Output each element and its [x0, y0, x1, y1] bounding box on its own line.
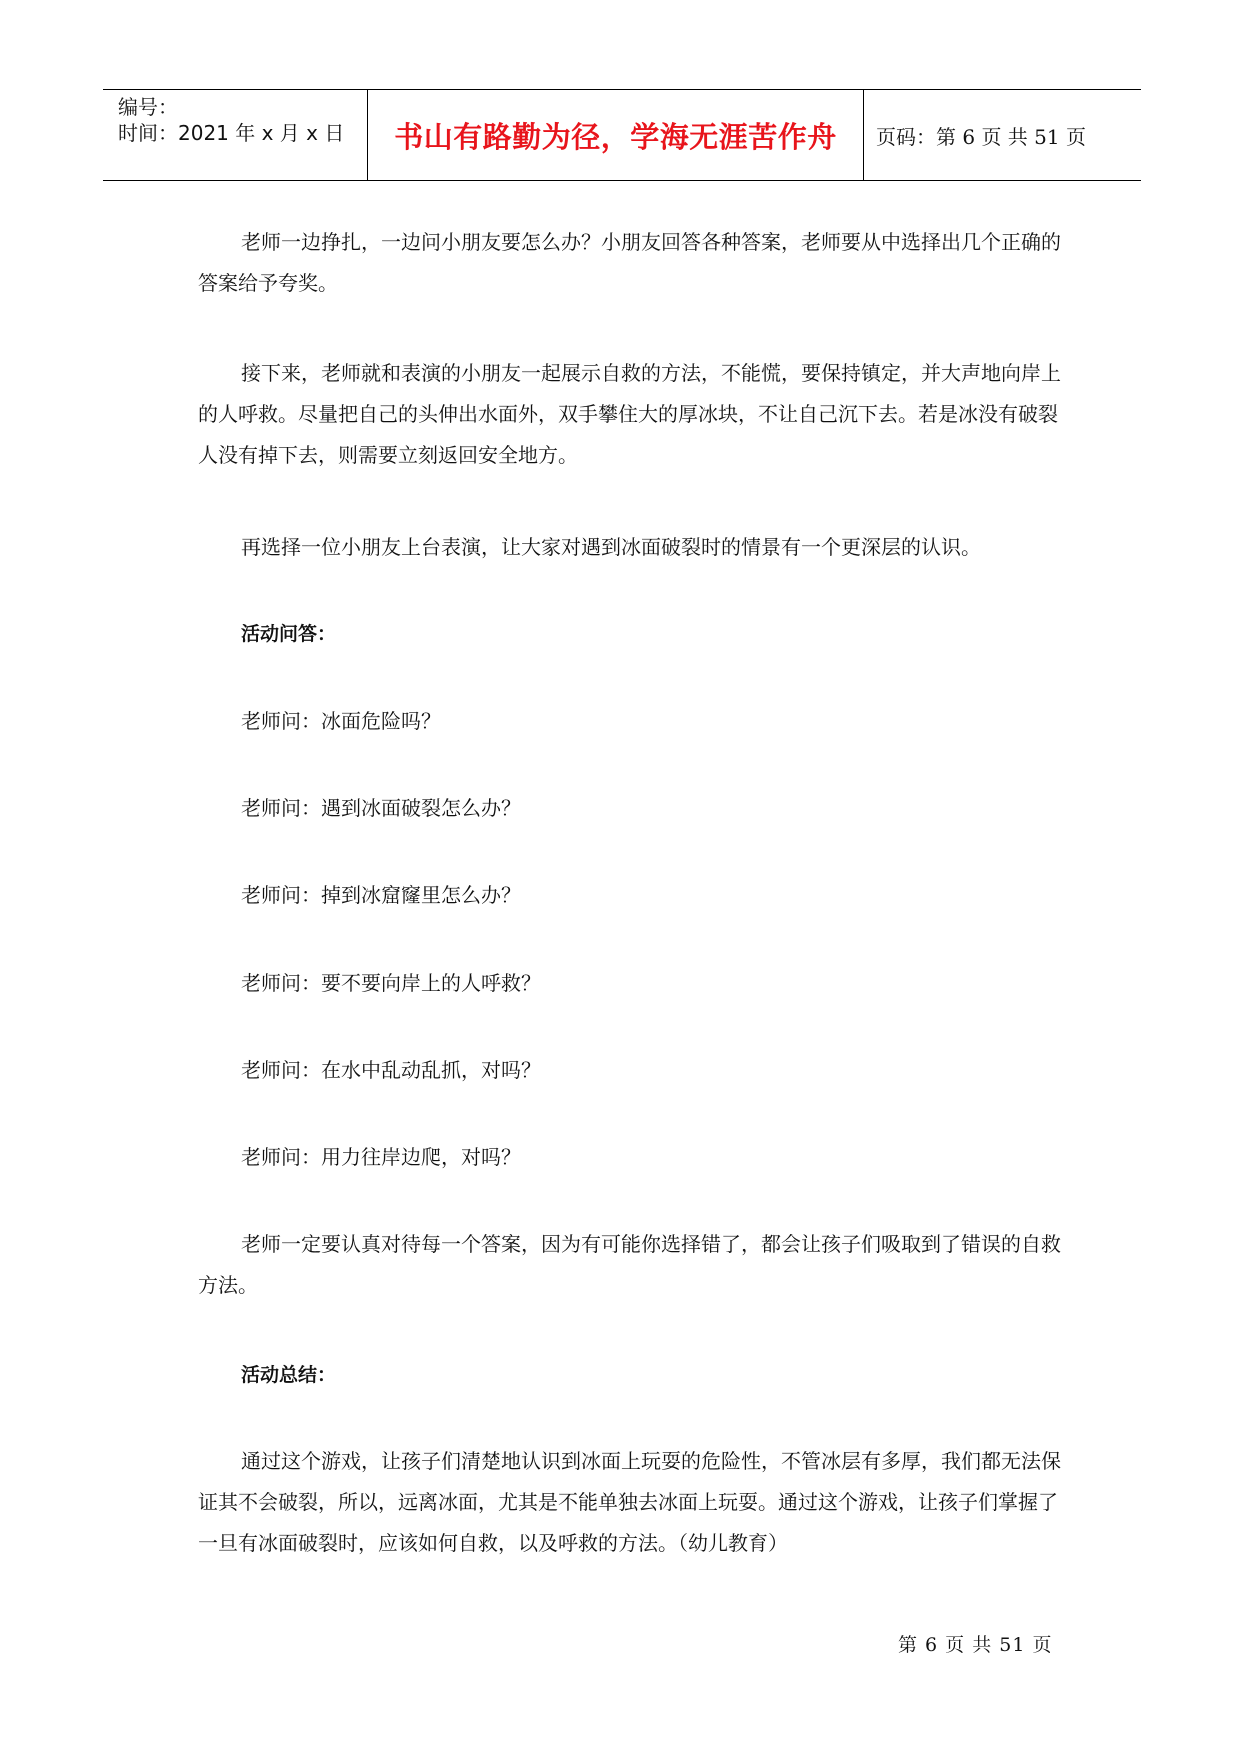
heading-summary: 活动总结：	[241, 1364, 337, 1386]
header-motto: 书山有路勤为径，学海无涯苦作舟	[368, 90, 864, 180]
paragraph-3: 再选择一位小朋友上台表演，让大家对遇到冰面破裂时的情景有一个更深层的认识。	[241, 535, 981, 559]
question-4: 老师问：要不要向岸上的人呼救？	[241, 971, 541, 995]
heading-qa: 活动问答：	[241, 623, 337, 645]
question-2: 老师问：遇到冰面破裂怎么办？	[241, 796, 521, 820]
paragraph-5: 通过这个游戏，让孩子们清楚地认识到冰面上玩耍的危险性，不管冰层有多厚，我们都无法保证其不会破裂，所以，远离冰面，尤其是不能单独去冰面上玩耍。通过这个游戏，让孩子们掌握了一旦有冰面破裂时，应该如何自救，以及呼救的方法。（幼儿教育）	[198, 1449, 1061, 1555]
page-header	[103, 89, 1141, 181]
paragraph-4: 老师一定要认真对待每一个答案，因为有可能你选择错了，都会让孩子们吸取到了错误的自救方法。	[198, 1232, 1061, 1297]
question-6: 老师问：用力往岸边爬，对吗？	[241, 1145, 521, 1169]
question-5: 老师问：在水中乱动乱抓，对吗？	[241, 1058, 541, 1082]
header-meta	[103, 90, 368, 180]
question-3: 老师问：掉到冰窟窿里怎么办？	[241, 883, 521, 907]
paragraph-1: 老师一边挣扎，一边问小朋友要怎么办？小朋友回答各种答案，老师要从中选择出几个正确的答案给予夸奖。	[198, 230, 1061, 295]
page-footer: 第 6 页 共 51 页	[898, 1634, 1053, 1656]
time-label: 时间：2021 年 x 月 x 日	[118, 121, 345, 145]
number-label: 编号：	[118, 95, 178, 119]
question-1: 老师问：冰面危险吗？	[241, 709, 441, 733]
header-page-info: 页码：第 6 页 共 51 页	[876, 124, 1086, 149]
paragraph-2: 接下来，老师就和表演的小朋友一起展示自救的方法，不能慌，要保持镇定，并大声地向岸上的人呼救。尽量把自己的头伸出水面外，双手攀住大的厚冰块，不让自己沉下去。若是冰没有破裂人没有掉下去，则需要立刻返回安全地方。	[198, 361, 1061, 467]
